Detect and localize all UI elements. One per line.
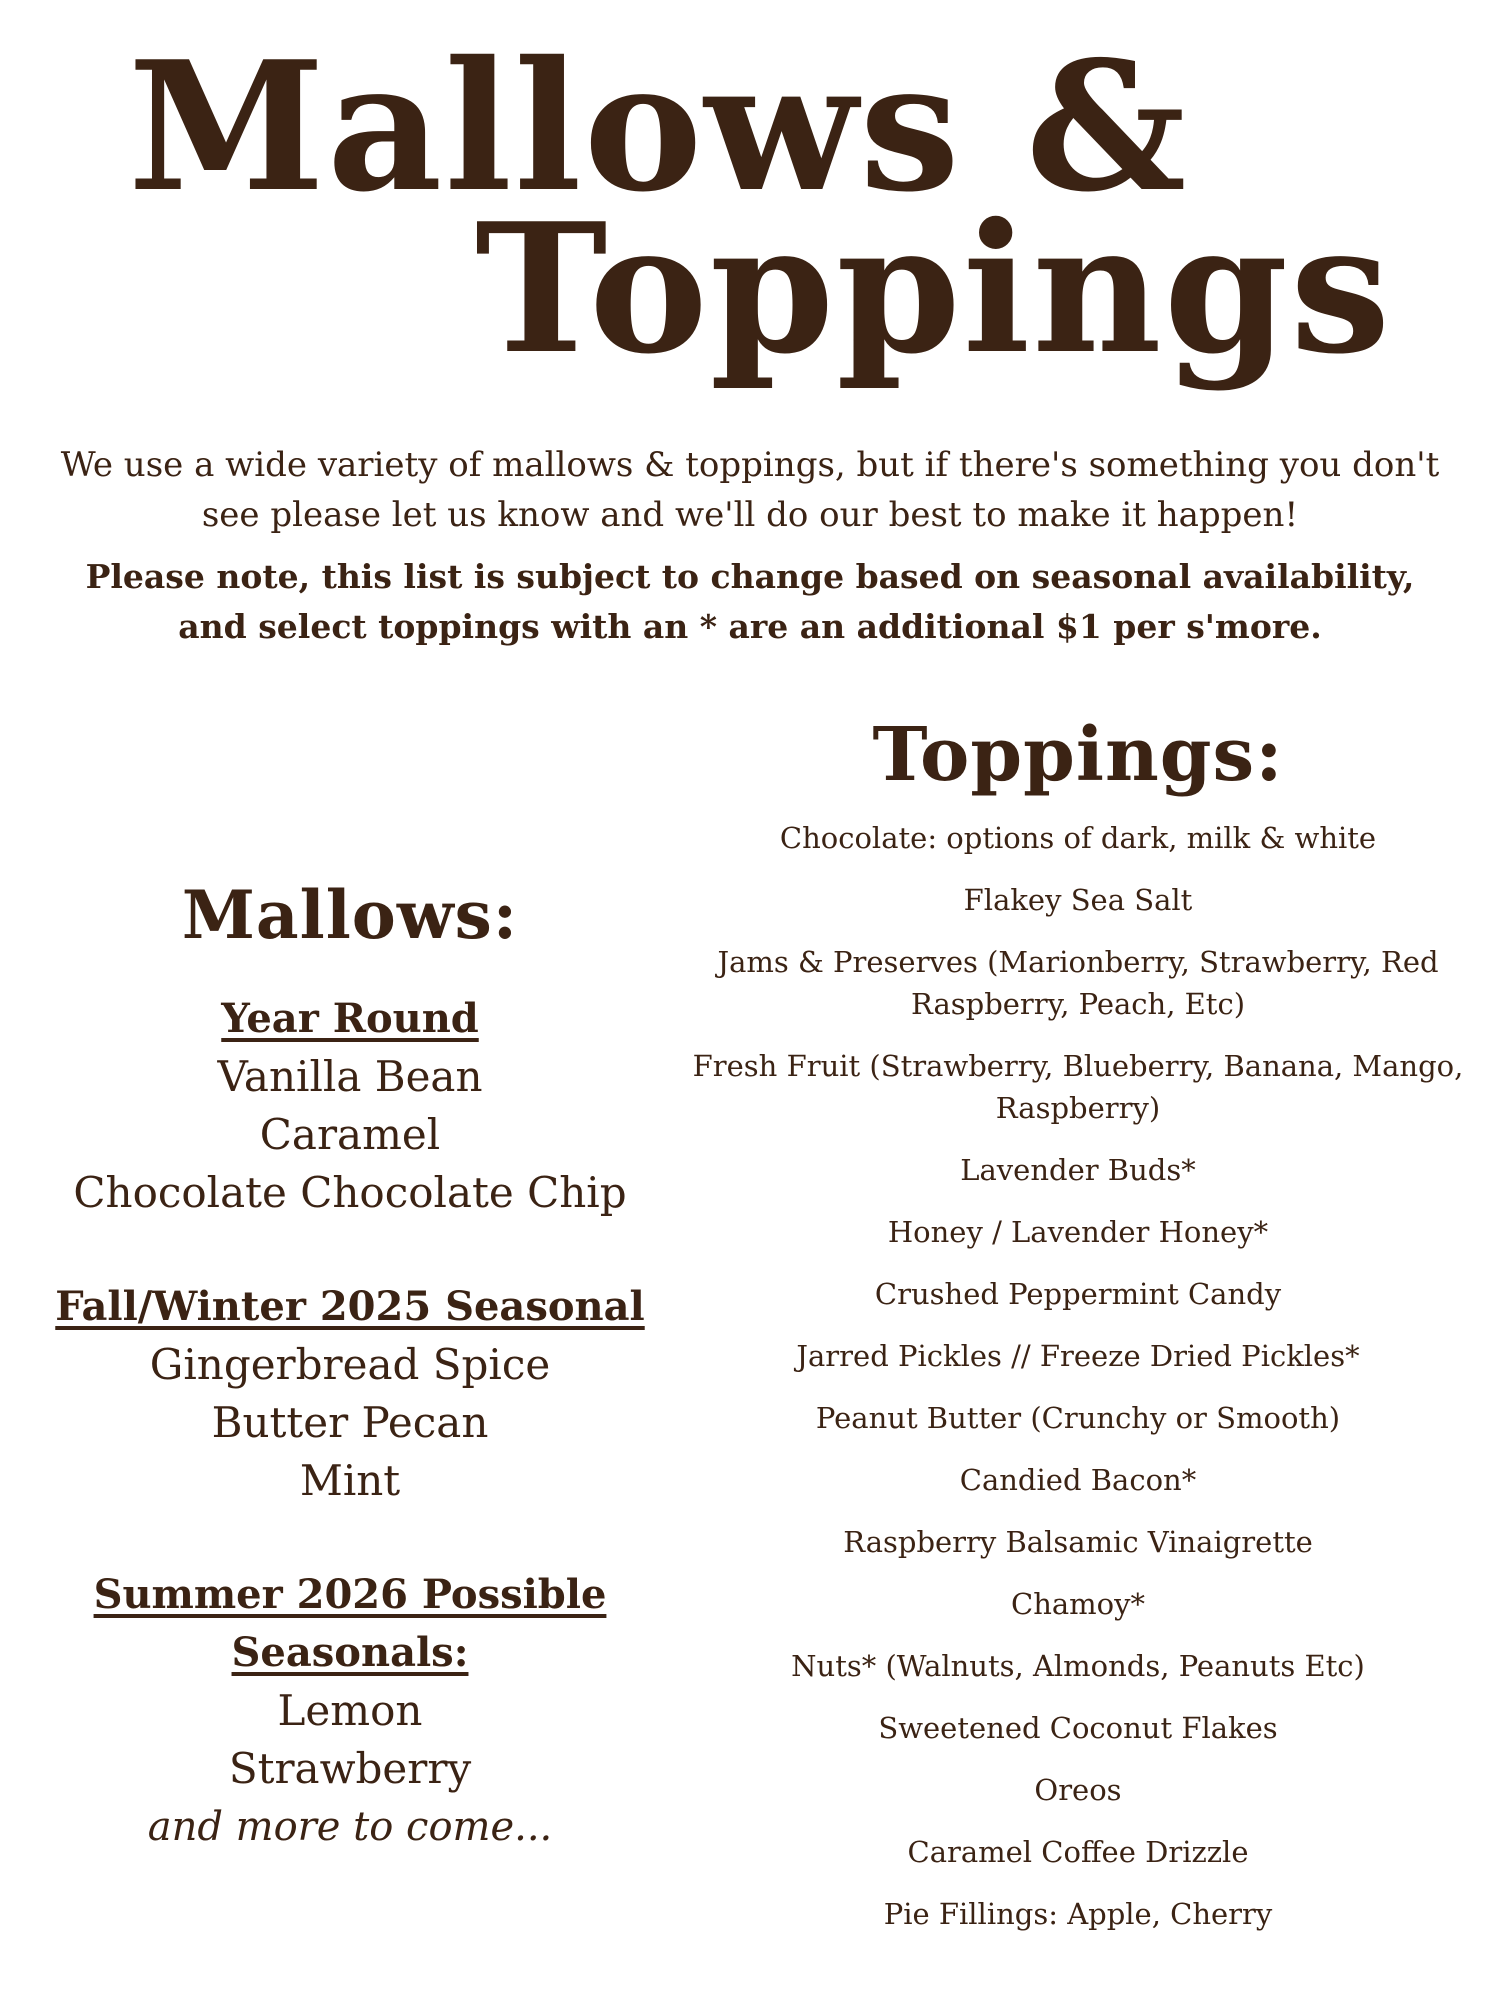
mallow-group-year-round (30, 990, 670, 1222)
mallow-flavor: Butter Pecan (211, 1398, 489, 1447)
pricing-note: Please note, this list is subject to change based on seasonal availability, and select toppings with an * are an additional $1 per s'more. (85, 557, 1415, 646)
topping-item: Flakey Sea Salt (963, 883, 1193, 917)
mallow-flavor: Caramel (259, 1110, 441, 1159)
topping-item: Fresh Fruit (Strawberry, Blueberry, Banana, Mango, Raspberry) (692, 1049, 1464, 1125)
page-title-line-2: Toppings (475, 184, 1393, 393)
mallows-heading: Mallows: (181, 876, 519, 954)
mallow-group-title: Fall/Winter 2025 Seasonal (55, 1283, 645, 1330)
topping-item: Candied Bacon* (959, 1463, 1197, 1497)
topping-item: Jarred Pickles // Freeze Dried Pickles* (796, 1339, 1360, 1373)
topping-item: Jams & Preserves (Marionberry, Strawberry, Red Raspberry, Peach, Etc) (717, 945, 1439, 1021)
topping-item: Sweetened Coconut Flakes (878, 1711, 1278, 1745)
topping-item: Pie Fillings: Apple, Cherry (883, 1897, 1273, 1931)
mallow-flavor: Lemon (277, 1686, 423, 1735)
mallow-group-summer (30, 1566, 670, 1856)
toppings-heading: Toppings: (872, 712, 1284, 798)
intro-text: We use a wide variety of mallows & toppings, but if there's something you don't see please let us know and we'll do our best to make it happen! (60, 445, 1440, 535)
topping-item: Caramel Coffee Drizzle (907, 1835, 1249, 1869)
mallow-flavor: Vanilla Bean (217, 1052, 483, 1101)
mallow-group-title: Summer 2026 Possible Seasonals: (93, 1571, 607, 1676)
mallow-group-fall-winter (30, 1278, 670, 1510)
toppings-section (668, 705, 1488, 1955)
mallows-section (30, 870, 670, 1912)
mallow-flavor: Strawberry (228, 1744, 472, 1793)
mallow-more-note: and more to come... (147, 1804, 553, 1850)
topping-item: Chocolate: options of dark, milk & white (779, 821, 1377, 855)
topping-item: Crushed Peppermint Candy (874, 1277, 1282, 1311)
topping-item: Honey / Lavender Honey* (887, 1215, 1269, 1249)
topping-item: Nuts* (Walnuts, Almonds, Peanuts Etc) (791, 1649, 1365, 1683)
topping-item: Lavender Buds* (960, 1153, 1196, 1187)
topping-item: Chamoy* (1011, 1587, 1145, 1621)
topping-item: Oreos (1034, 1773, 1122, 1807)
mallow-flavor: Gingerbread Spice (149, 1340, 551, 1389)
topping-item: Raspberry Balsamic Vinaigrette (843, 1525, 1313, 1559)
mallow-flavor: Mint (299, 1456, 401, 1505)
mallow-group-title: Year Round (221, 995, 479, 1042)
topping-item: Peanut Butter (Crunchy or Smooth) (815, 1401, 1341, 1435)
page-title-line-1: Mallows & (128, 22, 1189, 231)
mallow-flavor: Chocolate Chocolate Chip (73, 1168, 627, 1217)
